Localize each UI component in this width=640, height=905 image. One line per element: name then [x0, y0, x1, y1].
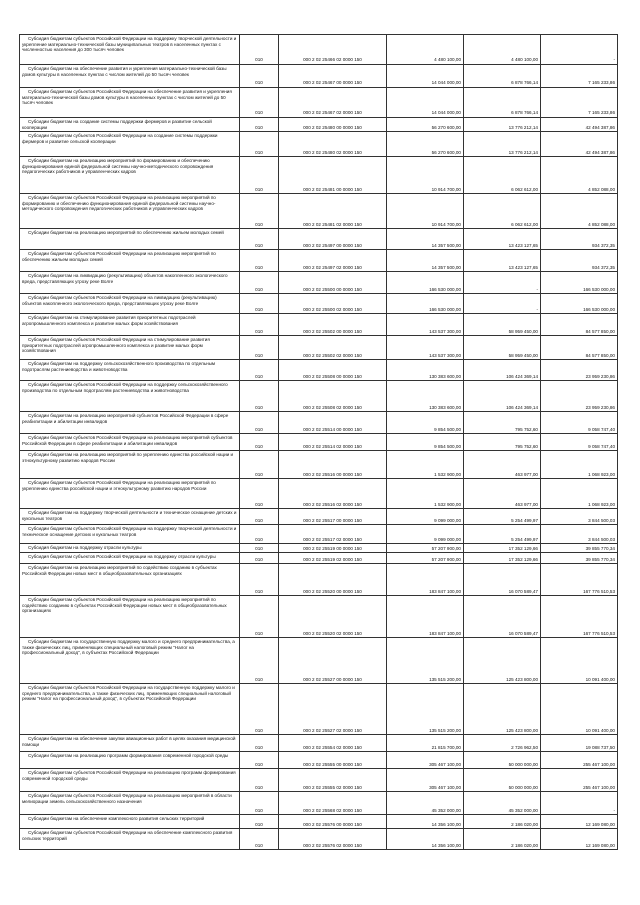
table-row [20, 479, 618, 509]
row-code: 010 [240, 360, 279, 381]
table-row [20, 815, 618, 829]
row-remaining: 9 058 747,40 [541, 434, 618, 451]
row-approved: 143 537 300,00 [387, 314, 464, 336]
row-kbk: 000 2 02 25576 02 0000 150 [279, 829, 387, 850]
row-executed: 13 776 212,14 [464, 118, 541, 132]
row-executed: 50 000 000,00 [464, 769, 541, 792]
row-name: Субсидия бюджетам субъектов Российской Федерации на поддержку творческой деятельности и укрепление материально-технической базы муниципальных театров в населенных пунктах с численностью населения до 300 тысяч человек [20, 35, 240, 65]
row-executed: 5 254 499,97 [464, 525, 541, 544]
row-kbk: 000 2 02 25481 00 0000 150 [279, 157, 387, 194]
row-name: Субсидии бюджетам субъектов Российской Федерации на создание системы поддержки фермеров и развитие сельской кооперации [20, 132, 240, 157]
row-executed: 2 186 020,00 [464, 829, 541, 850]
row-code: 010 [240, 250, 279, 272]
row-executed: 6 878 766,14 [464, 65, 541, 88]
row-remaining: 166 530 000,00 [541, 272, 618, 294]
row-remaining: 7 165 233,86 [541, 88, 618, 118]
row-name: Субсидии бюджетам субъектов Российской Федерации на поддержку сельскохозяйственного производства по отдельным подотраслям растениеводства и животноводства [20, 381, 240, 412]
row-remaining: 39 855 770,34 [541, 553, 618, 564]
row-remaining: 167 776 510,53 [541, 596, 618, 638]
row-name: Субсидия бюджетам на поддержку отрасли культуры [20, 544, 240, 553]
table-row [20, 525, 618, 544]
row-approved: 9 099 000,00 [387, 509, 464, 525]
row-approved: 4 480 100,00 [387, 35, 464, 65]
row-executed: 45 352 000,00 [464, 792, 541, 815]
row-kbk: 000 2 02 25520 02 0000 150 [279, 596, 387, 638]
row-remaining: 167 776 510,53 [541, 564, 618, 596]
row-name: Субсидии бюджетам субъектов Российской Федерации на реализацию мероприятий по обеспечению жильем молодых семей [20, 250, 240, 272]
row-kbk: 000 2 02 25467 02 0000 150 [279, 88, 387, 118]
row-code: 010 [240, 229, 279, 250]
row-executed: 2 186 020,00 [464, 815, 541, 829]
row-kbk: 000 2 02 25514 00 0000 150 [279, 412, 387, 434]
row-remaining: 255 467 100,00 [541, 769, 618, 792]
table-row [20, 752, 618, 769]
row-name: Субсидии бюджетам субъектов Российской Федерации на реализацию мероприятий по формированию и обеспечению функционирования единой федеральной системы научно-методического сопровождения педагогических работников и управленческих кадров [20, 194, 240, 229]
row-approved: 9 099 000,00 [387, 525, 464, 544]
row-remaining: 84 577 850,00 [541, 314, 618, 336]
row-name: Субсидии бюджетам на реализацию мероприятий субъектов Российской Федерации в сфере реабилитации и абилитации инвалидов [20, 412, 240, 434]
row-remaining: 3 844 500,03 [541, 509, 618, 525]
row-code: 010 [240, 564, 279, 596]
table-row [20, 250, 618, 272]
row-kbk: 000 2 02 25576 00 0000 150 [279, 815, 387, 829]
row-remaining: 1 068 923,00 [541, 479, 618, 509]
table-row [20, 638, 618, 684]
row-remaining: 42 494 387,86 [541, 132, 618, 157]
row-name: Субсидии бюджетам субъектов Российской Федерации на обеспечение развития и укрепления материально-технической базы домов культуры в населенных пунктах с числом жителей до 50 тысяч человек [20, 88, 240, 118]
row-code: 010 [240, 88, 279, 118]
row-code: 010 [240, 544, 279, 553]
row-approved: 305 467 100,00 [387, 769, 464, 792]
row-remaining: 23 959 230,86 [541, 360, 618, 381]
row-code: 010 [240, 525, 279, 544]
row-kbk: 000 2 02 25500 00 0000 150 [279, 272, 387, 294]
row-code: 010 [240, 294, 279, 314]
table-row [20, 596, 618, 638]
row-name: Субсидии бюджетам субъектов Российской Федерации на реализацию программ формирования современной городской среды [20, 769, 240, 792]
table-row [20, 314, 618, 336]
row-code: 010 [240, 752, 279, 769]
table-row [20, 35, 618, 65]
row-executed: 463 977,00 [464, 451, 541, 479]
row-remaining: 1 068 923,00 [541, 451, 618, 479]
budget-table-body [20, 35, 618, 850]
row-code: 010 [240, 451, 279, 479]
row-executed: 13 776 212,14 [464, 132, 541, 157]
row-name: Субсидии бюджетам субъектов Российской Федерации на государственную поддержку малого и среднего предпринимательства, а также физических лиц, применяющих специальный налоговый режим "Налог на профессиональный доход", в субъектах Российской Федерации [20, 684, 240, 735]
row-approved: 166 530 000,00 [387, 272, 464, 294]
row-code: 010 [240, 35, 279, 65]
row-code: 010 [240, 553, 279, 564]
table-row [20, 434, 618, 451]
row-executed: 2 726 962,50 [464, 735, 541, 752]
row-name: Субсидии бюджетам на обеспечение комплексного развития сельских территорий [20, 815, 240, 829]
table-row [20, 157, 618, 194]
row-kbk: 000 2 02 25519 02 0000 150 [279, 553, 387, 564]
row-name: Субсидии бюджетам на обеспечение закупки авиационных работ в целях оказания медицинской помощи [20, 735, 240, 752]
row-kbk: 000 2 02 25519 00 0000 150 [279, 544, 387, 553]
row-remaining: - [541, 792, 618, 815]
row-executed: 795 752,60 [464, 434, 541, 451]
row-code: 010 [240, 132, 279, 157]
row-executed: 5 254 499,97 [464, 509, 541, 525]
row-kbk: 000 2 02 25480 00 0000 150 [279, 118, 387, 132]
row-name: Субсидии бюджетам субъектов Российской Федерации на реализацию мероприятий по содействию созданию в субъектах Российской Федерации новых мест в общеобразовательных организациях [20, 596, 240, 638]
row-approved: 10 914 700,00 [387, 157, 464, 194]
table-row [20, 360, 618, 381]
row-name: Субсидии бюджетам субъектов Российской Федерации на поддержку творческой деятельности и техническое оснащение детских и кукольных театров [20, 525, 240, 544]
row-approved: 183 847 100,00 [387, 596, 464, 638]
row-remaining: 7 165 233,86 [541, 65, 618, 88]
table-row [20, 118, 618, 132]
row-executed: 6 062 612,00 [464, 157, 541, 194]
row-approved: 14 356 100,00 [387, 815, 464, 829]
row-kbk: 000 2 02 25520 00 0000 150 [279, 564, 387, 596]
table-row [20, 553, 618, 564]
row-executed: 17 352 129,66 [464, 553, 541, 564]
row-approved: 14 357 500,00 [387, 250, 464, 272]
row-name: Субсидии бюджетам субъектов Российской Федерации на реализацию мероприятий субъектов Российской Федерации в сфере реабилитации и абилитации инвалидов [20, 434, 240, 451]
row-code: 010 [240, 815, 279, 829]
row-executed: 16 070 589,47 [464, 596, 541, 638]
row-executed: 6 878 766,14 [464, 88, 541, 118]
row-executed: - [464, 294, 541, 314]
row-approved: 14 044 000,00 [387, 88, 464, 118]
row-name: Субсидии бюджетам на обеспечение развития и укрепления материально-технической базы домов культуры в населенных пунктах с числом жителей до 50 тысяч человек [20, 65, 240, 88]
row-kbk: 000 2 02 25527 00 0000 150 [279, 638, 387, 684]
row-remaining: 12 169 080,00 [541, 829, 618, 850]
row-approved: 56 270 600,00 [387, 118, 464, 132]
row-remaining: - [541, 35, 618, 65]
table-row [20, 735, 618, 752]
row-code: 010 [240, 829, 279, 850]
row-kbk: 000 2 02 25516 02 0000 150 [279, 479, 387, 509]
row-kbk: 000 2 02 25517 00 0000 150 [279, 509, 387, 525]
row-executed: 58 959 450,00 [464, 314, 541, 336]
row-executed: 6 062 612,00 [464, 194, 541, 229]
row-kbk: 000 2 02 25527 02 0000 150 [279, 684, 387, 735]
row-approved: 9 854 500,00 [387, 412, 464, 434]
row-executed: - [464, 272, 541, 294]
row-code: 010 [240, 479, 279, 509]
budget-table [19, 34, 618, 850]
table-row [20, 229, 618, 250]
row-remaining: 9 058 747,40 [541, 412, 618, 434]
row-code: 010 [240, 769, 279, 792]
row-kbk: 000 2 02 25568 02 0000 150 [279, 792, 387, 815]
row-name: Субсидии бюджетам субъектов Российской Федерации на реализацию мероприятий по укреплению единства российской нации и этнокультурному развитию народов России [20, 479, 240, 509]
row-code: 010 [240, 272, 279, 294]
row-remaining: 39 855 770,34 [541, 544, 618, 553]
row-kbk: 000 2 02 25516 00 0000 150 [279, 451, 387, 479]
row-remaining: 10 091 400,00 [541, 638, 618, 684]
row-kbk: 000 2 02 25467 00 0000 150 [279, 65, 387, 88]
table-row [20, 451, 618, 479]
row-code: 010 [240, 684, 279, 735]
row-kbk: 000 2 02 25502 00 0000 150 [279, 314, 387, 336]
row-kbk: 000 2 02 25502 02 0000 150 [279, 336, 387, 360]
row-executed: 125 423 800,00 [464, 638, 541, 684]
row-name: Субсидии бюджетам на реализацию программ формирования современной городской среды [20, 752, 240, 769]
row-kbk: 000 2 02 25466 02 0000 150 [279, 35, 387, 65]
table-row [20, 509, 618, 525]
row-kbk: 000 2 02 25481 02 0000 150 [279, 194, 387, 229]
table-row [20, 792, 618, 815]
table-row [20, 769, 618, 792]
row-approved: 14 357 500,00 [387, 229, 464, 250]
row-approved: 1 532 900,00 [387, 451, 464, 479]
row-kbk: 000 2 02 25508 02 0000 150 [279, 381, 387, 412]
row-approved: 130 383 600,00 [387, 381, 464, 412]
row-name: Субсидии бюджетам на поддержку творческой деятельности и техническое оснащение детских и кукольных театров [20, 509, 240, 525]
row-approved: 21 815 700,00 [387, 735, 464, 752]
row-executed: 106 424 369,14 [464, 360, 541, 381]
row-executed: 4 480 100,00 [464, 35, 541, 65]
row-approved: 9 854 500,00 [387, 434, 464, 451]
row-approved: 1 532 900,00 [387, 479, 464, 509]
row-code: 010 [240, 314, 279, 336]
row-approved: 45 352 000,00 [387, 792, 464, 815]
row-kbk: 000 2 02 25480 02 0000 150 [279, 132, 387, 157]
row-name: Субсидия бюджетам субъектов Российской Федерации на поддержку отрасли культуры [20, 553, 240, 564]
table-row [20, 272, 618, 294]
row-name: Субсидии бюджетам на реализацию мероприятий по обеспечению жильем молодых семей [20, 229, 240, 250]
row-code: 010 [240, 381, 279, 412]
row-kbk: 000 2 02 25500 02 0000 150 [279, 294, 387, 314]
table-row [20, 132, 618, 157]
row-name: Субсидии бюджетам субъектов Российской Федерации на стимулирование развития приоритетных подотраслей агропромышленного комплекса и развитие малых форм хозяйствования [20, 336, 240, 360]
row-code: 010 [240, 638, 279, 684]
row-executed: 58 959 450,00 [464, 336, 541, 360]
row-approved: 130 383 600,00 [387, 360, 464, 381]
row-name: Субсидии бюджетам на создание системы поддержки фермеров и развитие сельской кооперации [20, 118, 240, 132]
row-approved: 143 537 300,00 [387, 336, 464, 360]
row-name: Субсидии бюджетам на стимулирование развития приоритетных подотраслей агропромышленного комплекса и развитие малых форм хозяйствования [20, 314, 240, 336]
row-approved: 166 530 000,00 [387, 294, 464, 314]
row-remaining: 42 494 387,86 [541, 118, 618, 132]
row-executed: 50 000 000,00 [464, 752, 541, 769]
row-name: Субсидии бюджетам на реализацию мероприятий по формированию и обеспечению функционирования единой федеральной системы научно-методического сопровождения педагогических работников и управленческих кадров [20, 157, 240, 194]
row-remaining: 934 372,35 [541, 250, 618, 272]
table-row [20, 829, 618, 850]
row-remaining: 84 577 850,00 [541, 336, 618, 360]
row-executed: 17 352 129,66 [464, 544, 541, 553]
row-remaining: 3 844 500,03 [541, 525, 618, 544]
row-approved: 56 270 600,00 [387, 132, 464, 157]
row-executed: 463 977,00 [464, 479, 541, 509]
row-code: 010 [240, 735, 279, 752]
table-row [20, 336, 618, 360]
row-kbk: 000 2 02 25555 00 0000 150 [279, 752, 387, 769]
row-approved: 14 356 100,00 [387, 829, 464, 850]
row-kbk: 000 2 02 25497 02 0000 150 [279, 250, 387, 272]
row-approved: 305 467 100,00 [387, 752, 464, 769]
row-approved: 135 515 200,00 [387, 684, 464, 735]
row-remaining: 23 959 230,86 [541, 381, 618, 412]
row-code: 010 [240, 434, 279, 451]
row-name: Субсидии бюджетам субъектов Российской Федерации на ликвидацию (рекультивацию) объектов накопленного экологического вреда, представляющих угрозу реке Волге [20, 294, 240, 314]
table-row [20, 412, 618, 434]
row-approved: 135 515 200,00 [387, 638, 464, 684]
row-executed: 13 423 127,65 [464, 250, 541, 272]
table-row [20, 564, 618, 596]
row-kbk: 000 2 02 25497 00 0000 150 [279, 229, 387, 250]
row-executed: 16 070 589,47 [464, 564, 541, 596]
row-code: 010 [240, 157, 279, 194]
table-row [20, 684, 618, 735]
row-approved: 183 847 100,00 [387, 564, 464, 596]
row-remaining: 12 169 080,00 [541, 815, 618, 829]
row-name: Субсидии бюджетам субъектов Российской Федерации на обеспечение комплексного развития сельских территорий [20, 829, 240, 850]
row-remaining: 934 372,35 [541, 229, 618, 250]
row-remaining: 4 852 088,00 [541, 194, 618, 229]
row-name: Субсидии бюджетам на государственную поддержку малого и среднего предпринимательства, а также физических лиц, применяющих специальный налоговый режим "Налог на профессиональный доход", в субъектах Российской Федерации [20, 638, 240, 684]
row-remaining: 10 091 400,00 [541, 684, 618, 735]
row-executed: 13 423 127,65 [464, 229, 541, 250]
row-code: 010 [240, 118, 279, 132]
row-code: 010 [240, 194, 279, 229]
row-approved: 14 044 000,00 [387, 65, 464, 88]
row-code: 010 [240, 596, 279, 638]
row-remaining: 4 852 088,00 [541, 157, 618, 194]
row-name: Субсидии бюджетам субъектов Российской Федерации на реализацию мероприятий в области мелиорации земель сельскохозяйственного назначения [20, 792, 240, 815]
table-row [20, 381, 618, 412]
row-approved: 10 914 700,00 [387, 194, 464, 229]
table-row [20, 194, 618, 229]
row-name: Субсидии бюджетам на поддержку сельскохозяйственного производства по отдельным подотраслям растениеводства и животноводства [20, 360, 240, 381]
table-row [20, 294, 618, 314]
row-kbk: 000 2 02 25514 02 0000 150 [279, 434, 387, 451]
table-row [20, 88, 618, 118]
row-kbk: 000 2 02 25554 02 0000 150 [279, 735, 387, 752]
table-row [20, 544, 618, 553]
row-name: Субсидии бюджетам на ликвидацию (рекультивацию) объектов накопленного экологического вреда, представляющих угрозу реке Волге [20, 272, 240, 294]
row-code: 010 [240, 509, 279, 525]
row-kbk: 000 2 02 25555 02 0000 150 [279, 769, 387, 792]
row-name: Субсидии бюджетам на реализацию мероприятий по укреплению единства российской нации и этнокультурному развитию народов России [20, 451, 240, 479]
row-code: 010 [240, 336, 279, 360]
row-remaining: 255 467 100,00 [541, 752, 618, 769]
table-row [20, 65, 618, 88]
row-executed: 106 424 369,14 [464, 381, 541, 412]
row-kbk: 000 2 02 25517 02 0000 150 [279, 525, 387, 544]
row-executed: 125 423 800,00 [464, 684, 541, 735]
row-code: 010 [240, 792, 279, 815]
row-remaining: 166 530 000,00 [541, 294, 618, 314]
row-approved: 57 207 900,00 [387, 544, 464, 553]
row-name: Субсидии бюджетам на реализацию мероприятий по содействию созданию в субъектах Российской Федерации новых мест в общеобразовательных организациях [20, 564, 240, 596]
row-approved: 57 207 900,00 [387, 553, 464, 564]
row-code: 010 [240, 412, 279, 434]
row-code: 010 [240, 65, 279, 88]
row-remaining: 19 088 737,50 [541, 735, 618, 752]
row-executed: 795 752,60 [464, 412, 541, 434]
row-kbk: 000 2 02 25508 00 0000 150 [279, 360, 387, 381]
